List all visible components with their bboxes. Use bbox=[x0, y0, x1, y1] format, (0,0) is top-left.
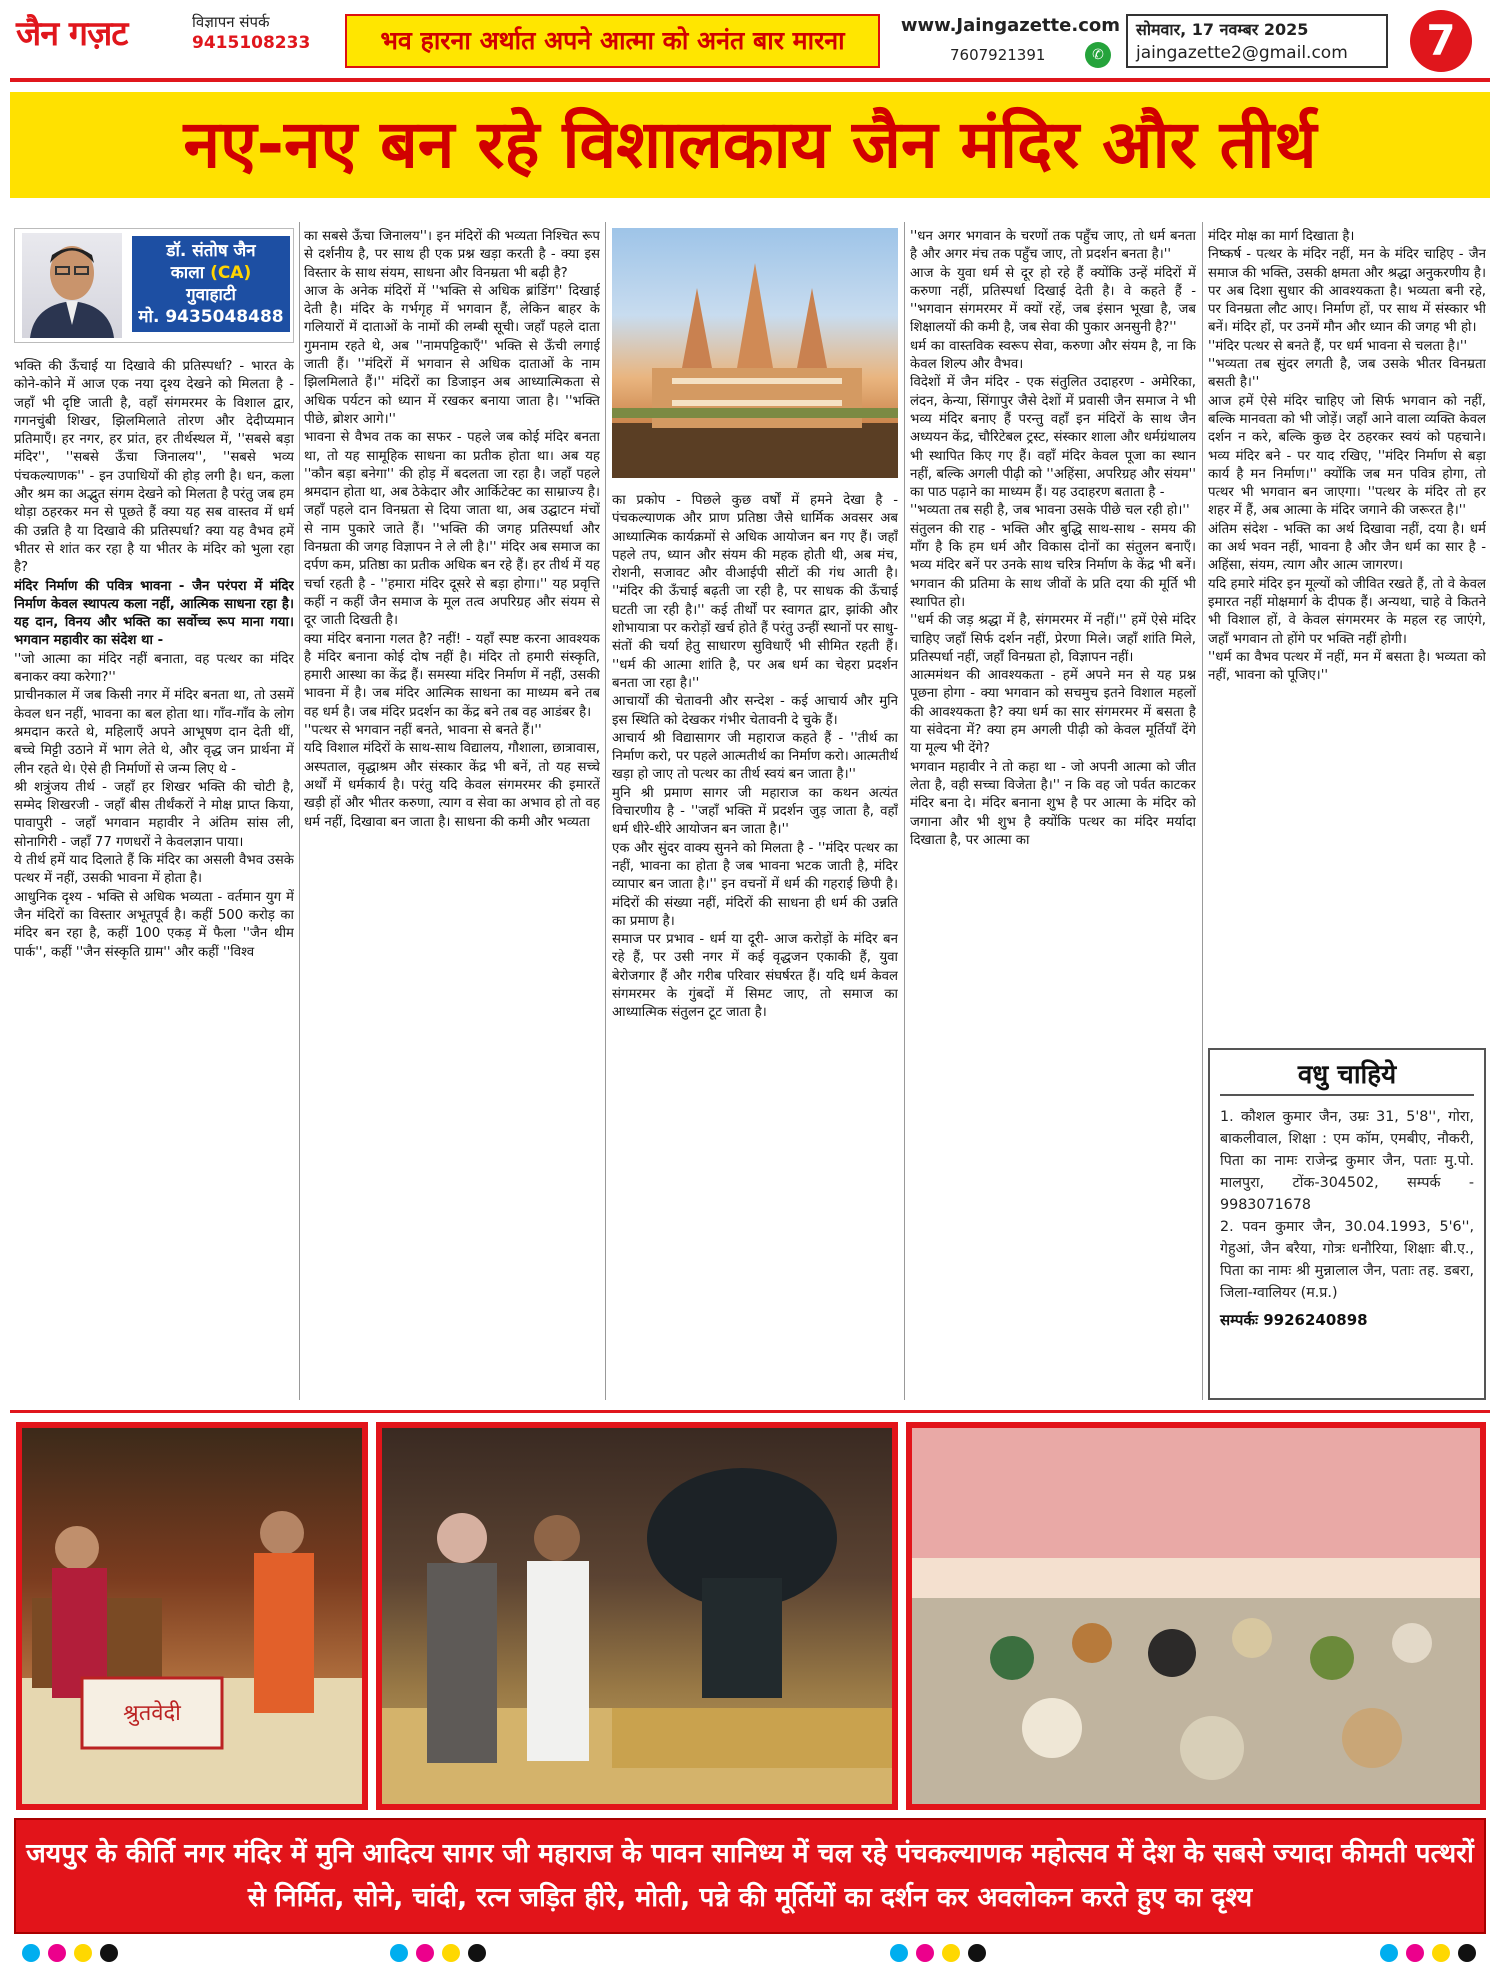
masthead-divider bbox=[10, 78, 1490, 82]
article-paragraph: विदेशों में जैन मंदिर - एक संतुलित उदाहरण - अमेरिका, लंदन, केन्या, सिंगापुर जैसे देशों में प्रवासी जैन समाज ने भी भव्य मंदिर बनाए हैं परन्तु वहाँ इन मंदिरों के साथ जैन अध्ययन केंद्र, चौरिटेबल ट्रस्ट, संस्कार शाला और धर्मग्रंथालय भी स्थापित किए गए हैं। वहाँ मंदिर केवल पूजा का स्थान नहीं, बल्कि अगली पीढ़ी को ''अहिंसा, अपरिग्रह और संयम'' का पाठ पढ़ाने का माध्यम हैं। यह उदाहरण बताता है - bbox=[910, 375, 1196, 501]
photo-caption: जयपुर के कीर्ति नगर मंदिर में मुनि आदित्य सागर जी महाराज के पावन सानिध्य में चल रहे पंचकल्याणक महोत्सव में देश के सबसे ज्यादा कीमती पत्थरों से निर्मित, सोने, चांदी, रत्न जड़ित हीरे, मोती, पन्ने की मूर्तियों का दर्शन कर अवलोकन करते हुए का दृश्य bbox=[14, 1818, 1486, 1934]
article-column-1 bbox=[14, 228, 294, 1396]
article-column-3 bbox=[612, 228, 898, 1396]
registration-dot bbox=[1458, 1944, 1476, 1962]
registration-dot bbox=[942, 1944, 960, 1962]
article-paragraph: संतुलन की राह - भक्ति और बुद्धि साथ-साथ - समय की माँग है कि हम धर्म और विकास दोनों का संतुलन बनाएँ। भव्य मंदिर बनें पर उनके साथ चरित्र निर्माण के केंद्र भी बनें। भगवान की प्रतिमा के साथ जीवों के प्रति दया की मूर्ति भी स्थापित हो। bbox=[910, 521, 1196, 610]
registration-dot bbox=[442, 1944, 460, 1962]
registration-dot bbox=[48, 1944, 66, 1962]
article-paragraph: धर्म का वास्तविक स्वरूप सेवा, करुणा और संयम है, ना कि केवल शिल्प और वैभव। bbox=[910, 338, 1196, 373]
article-paragraph: मुनि श्री प्रमाण सागर जी महाराज का कथन अत्यंत विचारणीय है - ''जहाँ भक्ति में प्रदर्शन जुड़ जाता है, वहाँ धर्म धीरे-धीरे आयोजन बन जाता है।'' bbox=[612, 785, 898, 838]
column-rule bbox=[1202, 222, 1203, 1400]
article-paragraph: का प्रकोप - पिछले कुछ वर्षों में हमने देखा है - पंचकल्याणक और प्राण प्रतिष्ठा जैसे धार्मिक अवसर अब आध्यात्मिक कार्यक्रमों से अधिक आयोजन बन गए हैं। जहाँ पहले तप, ध्यान और संयम की महक होती थी, अब मंच, रोशनी, सजावट और वीआईपी सीटों की गंध आती है। ''मंदिर की ऊँचाई बढ़ती जा रही है, पर साधक की ऊँचाई घटती जा रही है।'' कई तीर्थों पर स्वागत द्वार, झांकी और शोभायात्रा पर करोड़ों खर्च होते हैं परंतु उन्हीं स्थानों पर साधु-संतों की चर्या हेतु साधारण सुविधाएँ भी सीमित रहती हैं। ''धर्म की आत्मा शांति है, पर अब धर्म का चेहरा प्रदर्शन बनता जा रहा है।'' bbox=[612, 493, 898, 691]
registration-dot bbox=[74, 1944, 92, 1962]
slogan-banner: भव हारना अर्थात अपने आत्मा को अनंत बार मारना bbox=[345, 14, 880, 68]
article-paragraph: आधुनिक दृश्य - भक्ति से अधिक भव्यता - वर्तमान युग में जैन मंदिरों का विस्तार अभूतपूर्व है। कहीं 500 करोड़ का मंदिर बन रहा है, कहीं 100 एकड़ में फैला ''जैन थीम पार्क'', कहीं ''जैन संस्कृति ग्राम'' और कहीं ''विश्व bbox=[14, 889, 294, 960]
matrimonial-entries bbox=[1220, 1106, 1474, 1304]
article-paragraph: समाज पर प्रभाव - धर्म या दूरी- आज करोड़ों के मंदिर बन रहे हैं, पर उसी नगर में कई वृद्धजन एकाकी हैं, युवा बेरोजगार हैं और गरीब परिवार संघर्षरत हैं। यदि धर्म केवल संगमरमर के गुंबदों में सिमट जाए, तो समाज का आध्यात्मिक संतुलन टूट जाता है। bbox=[612, 932, 898, 1021]
author-name: डॉ. संतोष जैन bbox=[166, 241, 256, 261]
article-paragraph: का सबसे ऊँचा जिनालय''। इन मंदिरों की भव्यता निश्चित रूप से दर्शनीय है, पर साथ ही एक प्रश्न खड़ा करती है - क्या इस विस्तार के साथ संयम, साधना और विनम्रता भी बढ़ी है? bbox=[304, 229, 600, 281]
article-paragraph: ''धर्म की जड़ श्रद्धा में है, संगमरमर में नहीं।'' हमें ऐसे मंदिर चाहिए जहाँ सिर्फ दर्शन नहीं, प्रेरणा मिले। जहाँ शांति मिले, प्रतिस्पर्धा नहीं, जहाँ विनम्रता हो, विज्ञापन नहीं। bbox=[910, 613, 1196, 665]
registration-dot bbox=[416, 1944, 434, 1962]
registration-dot bbox=[968, 1944, 986, 1962]
registration-dot bbox=[1406, 1944, 1424, 1962]
registration-dot bbox=[390, 1944, 408, 1962]
ad-contact-phone: 9415108233 bbox=[192, 33, 311, 53]
article-paragraph: आचार्य श्री विद्यासागर जी महाराज कहते हैं - ''तीर्थ का निर्माण करो, पर पहले आत्मतीर्थ का निर्माण करो। आत्मतीर्थ खड़ा हो जाए तो पत्थर का तीर्थ स्वयं बन जाता है।'' bbox=[612, 730, 898, 783]
article-paragraph: आज के युवा धर्म से दूर हो रहे हैं क्योंकि उन्हें मंदिरों में करुणा नहीं, प्रतिस्पर्धा दिखाई देती है। वे कहते हैं - ''भगवान संगमरमर में क्यों रहें, जब इंसान भूखा है, जब शिक्षालयों की कमी है, जब सेवा की पुकार अनसुनी है?'' bbox=[910, 265, 1196, 336]
author-mobile: मो. 9435048488 bbox=[138, 307, 284, 327]
article-paragraph: अंतिम संदेश - भक्ति का अर्थ दिखावा नहीं, दया है। धर्म का अर्थ भवन नहीं, भावना है और जैन धर्म का सार है - अहिंसा, संयम, त्याग और आत्म जागरण। bbox=[1208, 521, 1486, 574]
date-email-box bbox=[1126, 14, 1388, 68]
article-paragraph: भक्ति की ऊँचाई या दिखावे की प्रतिस्पर्धा? - भारत के कोने-कोने में आज एक नया दृश्य देखने को मिलता है - जहाँ भी दृष्टि जाती है, वहाँ संगमरमर के विशाल द्वार, गगनचुंबी शिखर, झिलमिलाते तोरण और देदीप्यमान प्रतिमाएँ। हर नगर, हर प्रांत, हर तीर्थस्थल में, ''सबसे बड़ा मंदिर'', ''सबसे ऊँचा जिनालय'', ''सबसे भव्य पंचकल्याणक'' - इन उपाधियों की होड़ लगी है। धन, कला और श्रम का अद्भुत संगम देखने को मिलता है परंतु जब हम थोड़ा ठहरकर मन से पूछते हैं क्या यह सब वास्तव में धर्म की उन्नति है या दिखावे की प्रतिस्पर्धा? क्या यह वैभव हमें भीतर से शांत कर रहा है या भीतर के मंदिर को भुला रहा है? bbox=[14, 359, 294, 576]
column-rule bbox=[904, 222, 905, 1400]
author-ca: (CA) bbox=[210, 263, 252, 283]
issue-date: सोमवार, 17 नवम्बर 2025 bbox=[1136, 20, 1309, 39]
photo-banner-text: श्रुतवेदी bbox=[123, 1701, 181, 1726]
article-quote: ''भव्यता तब सुंदर लगती है, जब उसके भीतर विनम्रता बसती है।'' bbox=[1208, 357, 1486, 391]
article-paragraph: भगवान महावीर ने तो कहा था - जो अपनी आत्मा को जीत लेता है, वही सच्चा विजेता है।'' न कि वह जो पर्वत काटकर मंदिर बना दे। मंदिर बनाना शुभ है पर आत्मा के मंदिर को जगाना और भी शुभ है क्योंकि पत्थर का मंदिर मर्यादा दिखाता है, पर आत्मा का bbox=[910, 759, 1196, 848]
article-quote: ''धन अगर भगवान के चरणों तक पहुँच जाए, तो धर्म बनता है और अगर मंच तक पहुँच जाए, तो प्रदर्शन बनता है।'' bbox=[910, 229, 1196, 263]
matrimonial-contact: सम्पर्कः 9926240898 bbox=[1220, 1311, 1368, 1329]
article-quote: ''पत्थर से भगवान नहीं बनते, भावना से बनते हैं।'' bbox=[304, 723, 542, 739]
website-link[interactable]: www.Jaingazette.com bbox=[900, 15, 1120, 36]
article-paragraph: एक और सुंदर वाक्य सुनने को मिलता है - ''मंदिर पत्थर का नहीं, भावना का होता है जब भावना भटक जाती है, मंदिर व्यापार बन जाता है।'' इन वचनों में धर्म की गहराई छिपी है। मंदिरों की संख्या नहीं, मंदिरों की साधना ही धर्म की उन्नति का प्रमाण है। bbox=[612, 840, 898, 929]
matrimonial-box bbox=[1208, 1048, 1486, 1400]
page-number: 7 bbox=[1410, 10, 1472, 72]
article-paragraph: निष्कर्ष - पत्थर के मंदिर नहीं, मन के मंदिर चाहिए - जैन समाज की भक्ति, उसकी क्षमता और श्रद्धा अनुकरणीय है। पर अब दिशा सुधार की आवश्यकता है। भव्यता बनी रहे, पर विनम्रता लौट आए। निर्माण हों, पर साथ में संस्कार भी बनें। मंदिर हों, पर उनमें मौन और ध्यान की जगह भी हो। bbox=[1208, 247, 1486, 336]
event-photo-1 bbox=[16, 1422, 368, 1810]
registration-dot bbox=[916, 1944, 934, 1962]
ad-contact-label: विज्ञापन संपर्क bbox=[192, 13, 270, 31]
registration-dot bbox=[22, 1944, 40, 1962]
masthead-logo: जैन गज़ट bbox=[16, 14, 128, 54]
article-paragraph: मंदिर निर्माण की पवित्र भावना - जैन परंपरा में मंदिर निर्माण केवल स्थापत्य कला नहीं, आत्मिक साधना रहा है। यह दान, विनय और भक्ति का सर्वोच्च रूप माना गया। भगवान महावीर का संदेश था - bbox=[14, 578, 294, 649]
article-paragraph: आत्ममंथन की आवश्यकता - हमें अपने मन से यह प्रश्न पूछना होगा - क्या भगवान को सचमुच इतने विशाल महलों की आवश्यकता है? क्या धर्म का सार संगमरमर में बसता है या संवेदना में? क्या हम अगली पीढ़ी को केवल मूर्तियाँ देंगे या मूल्य भी देंगे? bbox=[910, 668, 1196, 757]
article-paragraph: श्री शत्रुंजय तीर्थ - जहाँ हर शिखर भक्ति की चोटी है, सम्मेद शिखरजी - जहाँ बीस तीर्थंकरों ने मोक्ष प्राप्त किया, पावापुरी - जहाँ भगवान महावीर ने अंतिम सांस ली, सोनागिरी - जहाँ 77 गणधरों ने केवलज्ञान पाया। bbox=[14, 779, 294, 850]
event-photo-3 bbox=[906, 1422, 1486, 1810]
registration-dot bbox=[468, 1944, 486, 1962]
article-quote: ''भव्यता तब सही है, जब भावना उसके पीछे चल रही हो।'' bbox=[910, 503, 1190, 519]
ad-contact bbox=[192, 12, 342, 54]
article-paragraph: आज हमें ऐसे मंदिर चाहिए जो सिर्फ भगवान को नहीं, बल्कि मानवता को भी जोड़ें। जहाँ आने वाला व्यक्ति केवल दर्शन न करे, बल्कि कुछ देर ठहरकर स्वयं को पहचाने। भव्य मंदिर बने - पर याद रखिए, ''मंदिर निर्माण से बड़ा कार्य है मन निर्माण।'' क्योंकि जब मन पवित्र होगा, तो पत्थर भी भगवान बन जाएगा। ''पत्थर के मंदिर तो हर शहर में हैं, अब आत्मा के मंदिर जगाने की जरूरत है।'' bbox=[1208, 393, 1486, 519]
registration-dot bbox=[1432, 1944, 1450, 1962]
author-place-line: काला bbox=[170, 263, 205, 283]
print-registration-marks bbox=[0, 1944, 1500, 1964]
registration-dot bbox=[1380, 1944, 1398, 1962]
event-photo-2 bbox=[376, 1422, 898, 1810]
photo-divider bbox=[10, 1410, 1490, 1413]
matrimonial-entry: 2. पवन कुमार जैन, 30.04.1993, 5'6'', गेहुआं, जैन बरैया, गोत्रः धनौरिया, शिक्षाः बी.ए., पिता का नामः श्री मुन्नालाल जैन, पताः तह. डबरा, जिला-ग्वालियर (म.प्र.) bbox=[1220, 1219, 1474, 1301]
article-paragraph: आज के अनेक मंदिरों में ''भक्ति से अधिक ब्रांडिंग'' दिखाई देती है। मंदिर के गर्भगृह में भगवान हैं, लेकिन बाहर के गलियारों में दाताओं के नामों की लम्बी सूची। जहाँ पहले दाता गुमनाम रहते थे, अब ''नामपट्टिकाएँ'' भक्ति से ऊँची लगाई जाती हैं। ''मंदिरों में भगवान से अधिक दाताओं के नाम झिलमिलाते हैं।'' मंदिरों का डिजाइन अब आध्यात्मिकता से अधिक पर्यटन को ध्यान में रखकर बनाया जाता है। ''भक्ति पीछे, ब्रोशर आगे।'' bbox=[304, 283, 600, 427]
article-quote: ''मंदिर पत्थर से बनते हैं, पर धर्म भावना से चलता है।'' bbox=[1208, 338, 1468, 354]
contact-email[interactable]: jaingazette2@gmail.com bbox=[1136, 43, 1348, 63]
article-paragraph: मंदिर मोक्ष का मार्ग दिखाता है। bbox=[1208, 229, 1355, 244]
page-headline: नए-नए बन रहे विशालकाय जैन मंदिर और तीर्थ bbox=[10, 92, 1490, 198]
article-paragraph: यदि हमारे मंदिर इन मूल्यों को जीवित रखते हैं, तो वे केवल इमारत नहीं मोक्षमार्ग के दीपक हैं। अन्यथा, चाहे वे कितने भी विशाल हों, वे केवल संगमरमर के महल रह जाएंगे, जहाँ भगवान तो होंगे पर भक्ति नहीं होगी। bbox=[1208, 576, 1486, 647]
registration-dot bbox=[100, 1944, 118, 1962]
column-rule bbox=[299, 222, 300, 1400]
article-column-2 bbox=[304, 228, 600, 1396]
registration-dot bbox=[890, 1944, 908, 1962]
article-paragraph: ये तीर्थ हमें याद दिलाते हैं कि मंदिर का असली वैभव उसके पत्थर में नहीं, उसकी भावना में होता है। bbox=[14, 853, 294, 887]
matrimonial-title: वधु चाहिये bbox=[1220, 1056, 1474, 1096]
article-column-4 bbox=[910, 228, 1196, 1396]
article-quote: ''जो आत्मा का मंदिर नहीं बनाता, वह पत्थर का मंदिर बनाकर क्या करेगा?'' bbox=[14, 651, 294, 686]
article-paragraph: भावना से वैभव तक का सफर - पहले जब कोई मंदिर बनता था, तो यह सामूहिक साधना का प्रतीक होता था। अब यह ''कौन बड़ा बनेगा'' की होड़ में बदलता जा रहा है। जहाँ पहले श्रमदान होता था, अब ठेकेदार और आर्किटेक्ट का साम्राज्य है। जहाँ पहले दान विनम्रता से दिया जाता था, अब उद्घाटन मंचों से नाम पुकारे जाते हैं। ''भक्ति की जगह प्रतिस्पर्धा और विनम्रता की जगह विज्ञापन ने ले ली है।'' मंदिर अब समाज का दर्पण कम, प्रतिष्ठा का प्रतीक अधिक बन रहे हैं। हर तीर्थ में यह चर्चा रहती है - ''हमारा मंदिर दूसरे से बड़ा होगा।'' यह प्रवृत्ति कहीं न कहीं जैन समाज के मूल तत्व अपरिग्रह और संयम से दूर जाती दिखती है। bbox=[304, 430, 600, 629]
article-paragraph: प्राचीनकाल में जब किसी नगर में मंदिर बनता था, तो उसमें केवल धन नहीं, भावना का बल होता था। गाँव-गाँव के लोग श्रमदान करते थे, महिलाएँ अपने आभूषण दान देती थीं, बच्चे मिट्टी उठाने में भाग लेते थे, और वृद्ध जन प्रार्थना में लीन रहते थे। ऐसे ही निर्माणों से जन्म लिए थे - bbox=[14, 688, 294, 777]
article-column-5 bbox=[1208, 228, 1486, 1040]
column-rule bbox=[605, 222, 606, 1400]
article-paragraph: यदि विशाल मंदिरों के साथ-साथ विद्यालय, गौशाला, छात्रावास, अस्पताल, वृद्धाश्रम और संस्कार केंद्र भी बनें, तो यह सच्चे अर्थों में धर्मकार्य है। परंतु यदि केवल संगमरमर की इमारतें खड़ी हों और भीतर करुणा, त्याग व सेवा का अभाव हो तो वह धर्म नहीं, दिखावा बन जाता है। साधना की कमी और भव्यता bbox=[304, 741, 600, 830]
article-paragraph: क्या मंदिर बनाना गलत है? नहीं! - यहाँ स्पष्ट करना आवश्यक है मंदिर बनाना कोई दोष नहीं है। मंदिर तो हमारी संस्कृति, हमारी आस्था का केंद्र हैं। समस्या मंदिर निर्माण में नहीं, उसकी भावना में है। जब मंदिर आत्मिक साधना का माध्यम बने तब वह धर्म है। जब मंदिर प्रदर्शन का केंद्र बने तब वह आडंबर है। bbox=[304, 631, 600, 720]
matrimonial-entry: 1. कौशल कुमार जैन, उम्रः 31, 5'8'', गोरा, बाकलीवाल, शिक्षा : एम कॉम, एमबीए, नौकरी, पिता का नामः राजेन्द्र कुमार जैन, पताः मु.पो. मालपुरा, टोंक-304502, सम्पर्क - 9983071678 bbox=[1220, 1109, 1474, 1213]
article-quote: ''धर्म का वैभव पत्थर में नहीं, मन में बसता है। भव्यता को नहीं, भावना को पूजिए।'' bbox=[1208, 649, 1486, 684]
author-city: गुवाहाटी bbox=[186, 285, 236, 305]
whatsapp-icon: ✆ bbox=[1085, 42, 1111, 68]
masthead-phone: 7607921391 bbox=[950, 46, 1046, 64]
article-paragraph: आचार्यों की चेतावनी और सन्देश - कई आचार्य और मुनि इस स्थिति को देखकर गंभीर चेतावनी दे चुके हैं। bbox=[612, 694, 898, 728]
